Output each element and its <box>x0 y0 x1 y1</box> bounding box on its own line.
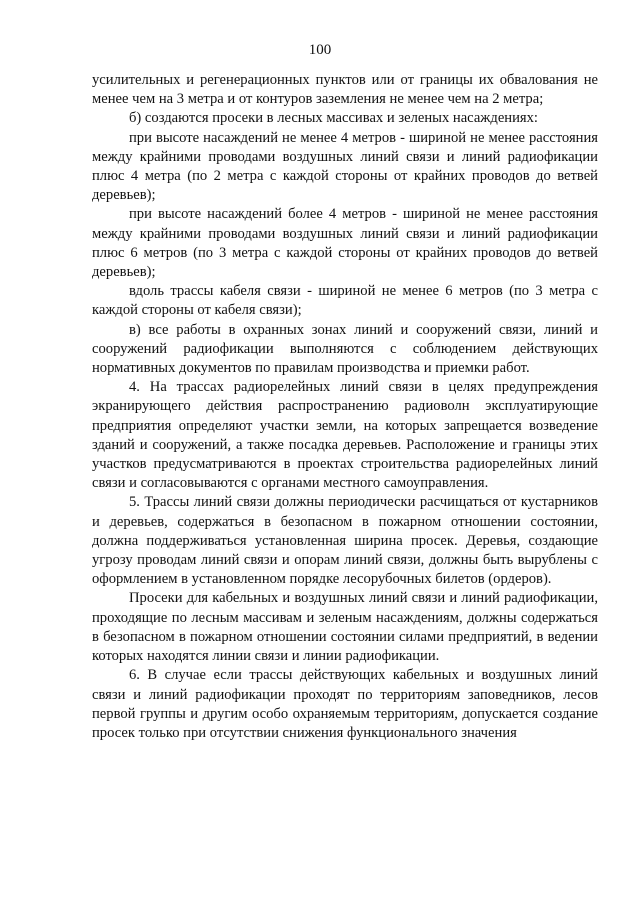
paragraph: при высоте насаждений более 4 метров - шириной не менее расстояния между крайними проводами воздушных линий связи и линий радиофикации плюс 6 метров (по 3 метра с каждой стороны от крайних проводов до ветвей деревьев); <box>92 206 598 281</box>
paragraph: 6. В случае если трассы действующих кабельных и воздушных линий связи и линий радиофикации проходят по территориям заповедников, лесов первой группы и другим особо охраняемым территориям, допускается создание просек только при отсутствии снижения функционального значения <box>92 667 598 741</box>
paragraph: 4. На трассах радиорелейных линий связи в целях предупреждения экранирующего действия распространению радиоволн эксплуатирующие предприятия определяют участки земли, на которых запрещается возведение зданий и сооружений, а также посадка деревьев. Расположение и границы этих участков предусматриваются в проектах строительства радиорелейных линий связи и согласовываются с органами местного самоуправления. <box>92 379 598 492</box>
paragraph: при высоте насаждений не менее 4 метров - шириной не менее расстояния между крайними проводами воздушных линий связи и линий радиофикации плюс 4 метра (по 2 метра с каждой стороны от крайних проводов до ветвей деревьев); <box>92 129 598 204</box>
paragraph: вдоль трассы кабеля связи - шириной не менее 6 метров (по 3 метра с каждой стороны от кабеля связи); <box>92 283 598 319</box>
paragraph: 5. Трассы линий связи должны периодически расчищаться от кустарников и деревьев, содержаться в безопасном в пожарном отношении состоянии, должна поддерживаться установленная ширина просек. Деревья, создающие угрозу проводам линий связи и опорам линий связи, должны быть вырублены с оформлением в установленном порядке лесорубочных билетов (ордеров). <box>92 494 598 588</box>
paragraph: усилительных и регенерационных пунктов или от границы их обвалования не менее чем на 3 метра и от контуров заземления не менее чем на 2 метра; <box>92 72 598 108</box>
paragraph: в) все работы в охранных зонах линий и сооружений связи, линий и сооружений радиофикации выполняются с соблюдением действующих нормативных документов по правилам производства и приемки работ. <box>92 321 598 377</box>
paragraph: Просеки для кабельных и воздушных линий связи и линий радиофикации, проходящие по лесным массивам и зеленым насаждениям, должны содержаться в безопасном в пожарном отношении состоянии силами предприятий, в ведении которых находятся линии связи и линии радиофикации. <box>92 590 598 665</box>
paragraph: б) создаются просеки в лесных массивах и зеленых насаждениях: <box>129 110 538 127</box>
document-body <box>92 71 598 743</box>
page-number: 100 <box>308 42 332 58</box>
